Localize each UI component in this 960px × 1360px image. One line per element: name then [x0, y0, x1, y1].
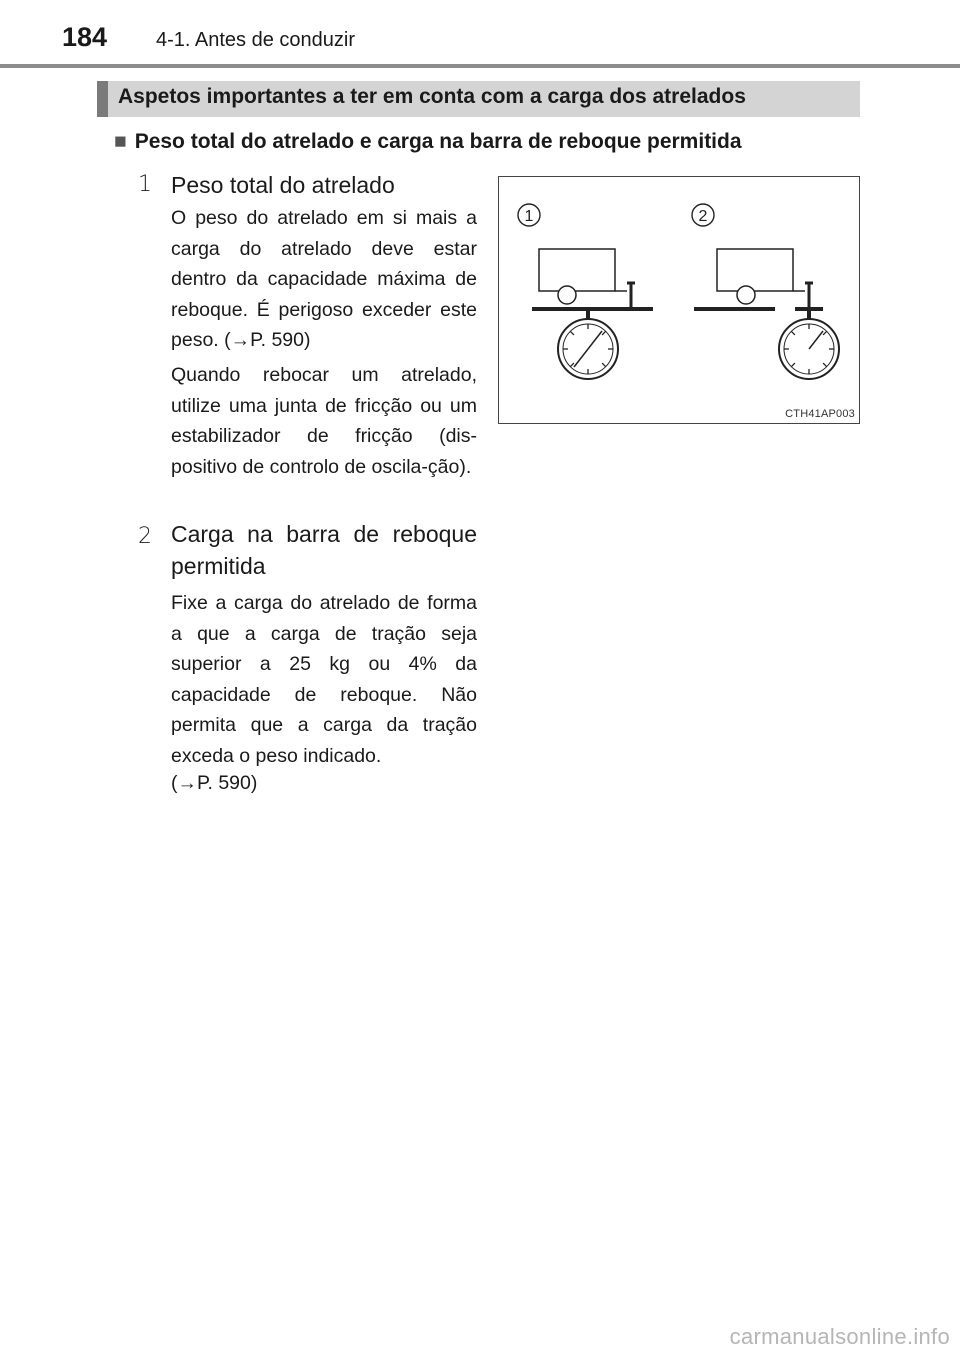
- page-number: 184: [62, 22, 108, 52]
- item-marker-2: 2: [138, 524, 152, 549]
- subheading: [114, 130, 742, 154]
- banner-title: Aspetos importantes a ter em conta com a carga dos atrelados: [118, 85, 746, 108]
- item-1-paragraph-2: Quando rebocar um atrelado, utilize uma junta de fricção ou um estabilizador de fricção (dis-positivo de controlo de oscila-ção).: [171, 364, 477, 478]
- square-bullet-icon: ■: [114, 130, 127, 153]
- figure-label-1: 1: [524, 208, 534, 225]
- section-title: 4-1. Antes de conduzir: [156, 29, 356, 51]
- item-title-1: Peso total do atrelado: [171, 172, 395, 198]
- header-divider: [0, 64, 960, 68]
- subheading-text: Peso total do atrelado e carga na barra de reboque permitida: [134, 130, 742, 153]
- figure-code: CTH41AP003: [785, 408, 855, 420]
- item-1-paragraph-1: O peso do atrelado em si mais a carga do atrelado deve estar dentro da capacidade máxima de reboque. É perigoso exceder este peso. (→P. 590): [171, 207, 477, 351]
- item-2-paragraph-1: Fixe a carga do atrelado de forma a que a carga de tração seja superior a 25 kg ou 4% da capacidade de reboque. Não permita que a carga da tração exceda o peso indicado.: [171, 592, 477, 767]
- scene-total-weight: [532, 249, 653, 379]
- trailer-weight-illustration: [498, 176, 860, 424]
- item-title-2: Carga na barra de reboque permitida: [171, 521, 477, 579]
- section-banner: [97, 81, 860, 117]
- item-marker-1: 1: [138, 172, 152, 197]
- trailer-scale-diagram: [499, 177, 861, 425]
- watermark-link[interactable]: carmanualsonline.info: [729, 1324, 950, 1349]
- scene-tongue-load: [694, 249, 839, 379]
- figure-label-2: 2: [698, 208, 708, 225]
- item-2-paragraph-2: (→P. 590): [171, 772, 258, 794]
